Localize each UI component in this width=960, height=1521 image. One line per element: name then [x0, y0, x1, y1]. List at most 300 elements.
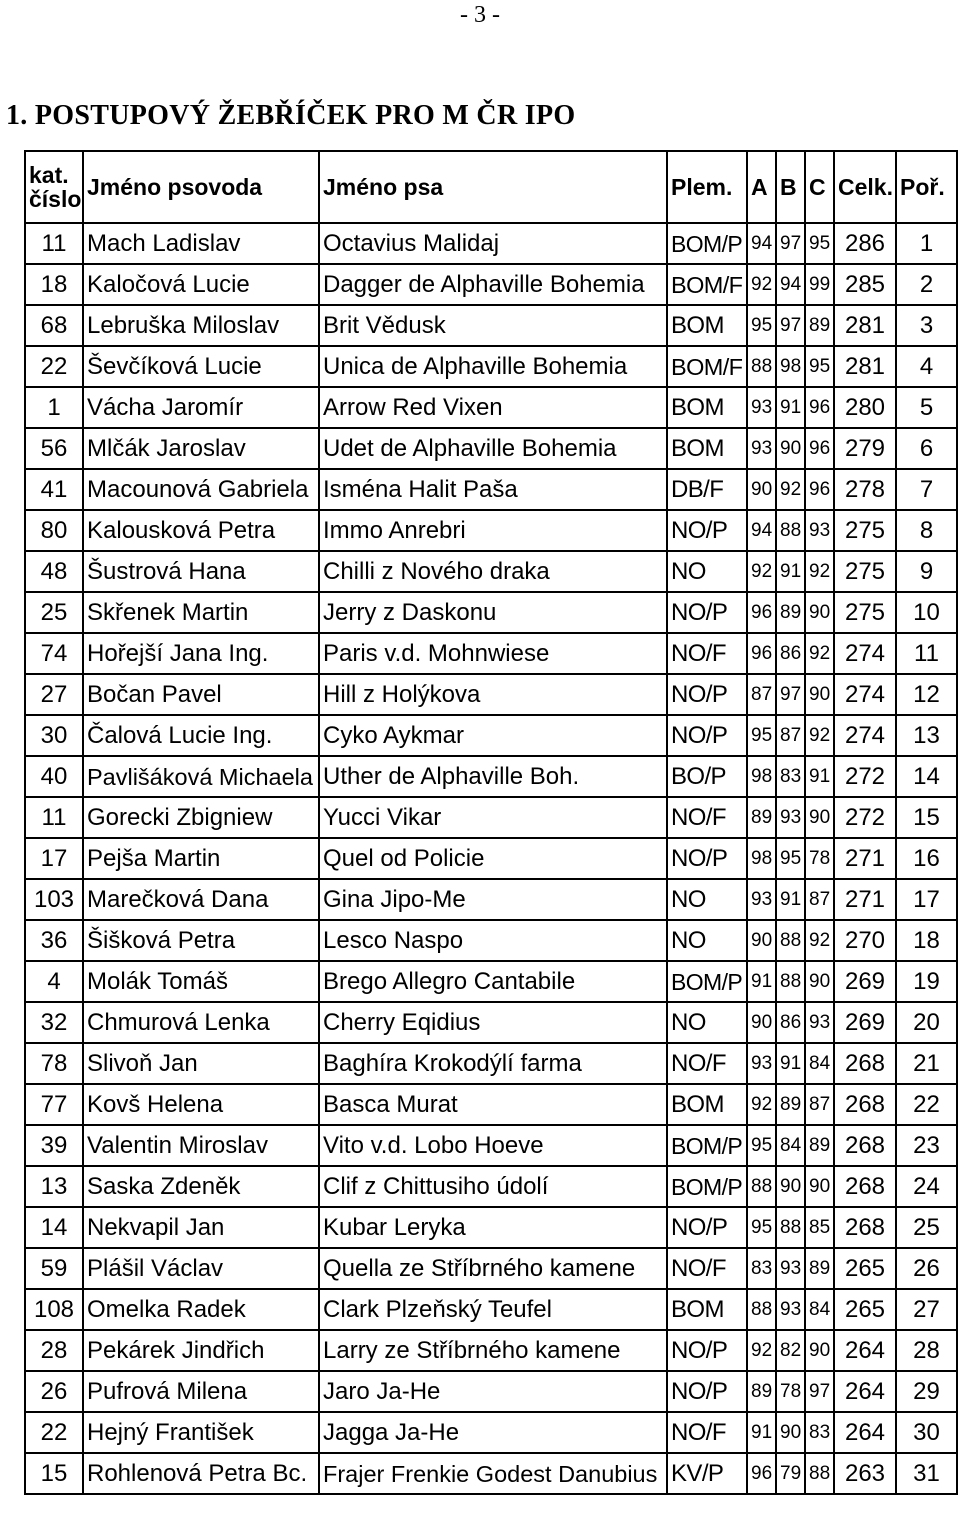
cell-breed: BOM/F — [667, 346, 747, 387]
cell-score-c: 87 — [805, 879, 834, 920]
cell-score-b: 91 — [776, 387, 805, 428]
cell-score-c: 90 — [805, 1166, 834, 1207]
cell-rank: 20 — [896, 1002, 957, 1043]
cell-kat: 22 — [25, 1412, 83, 1453]
cell-handler: Kovš Helena — [83, 1084, 319, 1125]
table-row — [25, 387, 957, 428]
cell-kat: 68 — [25, 305, 83, 346]
cell-handler: Kaločová Lucie — [83, 264, 319, 305]
cell-score-b: 91 — [776, 1043, 805, 1084]
cell-score-a: 98 — [747, 756, 776, 797]
cell-kat: 28 — [25, 1330, 83, 1371]
cell-score-c: 87 — [805, 1084, 834, 1125]
table-row — [25, 633, 957, 674]
cell-kat: 4 — [25, 961, 83, 1002]
cell-total: 268 — [834, 1043, 896, 1084]
cell-score-b: 88 — [776, 961, 805, 1002]
cell-score-a: 93 — [747, 1043, 776, 1084]
table-row — [25, 264, 957, 305]
cell-kat: 17 — [25, 838, 83, 879]
cell-rank: 30 — [896, 1412, 957, 1453]
cell-breed: BOM — [667, 387, 747, 428]
cell-score-c: 84 — [805, 1289, 834, 1330]
table-row — [25, 1043, 957, 1084]
cell-kat: 11 — [25, 797, 83, 838]
cell-score-b: 98 — [776, 346, 805, 387]
cell-dog: Baghíra Krokodýlí farma — [319, 1043, 667, 1084]
header-dog: Jméno psa — [319, 151, 667, 223]
cell-kat: 48 — [25, 551, 83, 592]
cell-handler: Vácha Jaromír — [83, 387, 319, 428]
cell-total: 271 — [834, 879, 896, 920]
cell-handler: Gorecki Zbigniew — [83, 797, 319, 838]
cell-score-a: 92 — [747, 551, 776, 592]
cell-score-c: 92 — [805, 551, 834, 592]
cell-score-c: 90 — [805, 797, 834, 838]
cell-score-c: 99 — [805, 264, 834, 305]
cell-rank: 4 — [896, 346, 957, 387]
cell-score-a: 93 — [747, 387, 776, 428]
cell-score-a: 90 — [747, 469, 776, 510]
cell-handler: Pejša Martin — [83, 838, 319, 879]
table-row — [25, 1453, 957, 1494]
cell-breed: NO — [667, 879, 747, 920]
cell-dog: Clark Plzeňský Teufel — [319, 1289, 667, 1330]
cell-handler: Chmurová Lenka — [83, 1002, 319, 1043]
cell-total: 264 — [834, 1330, 896, 1371]
cell-rank: 15 — [896, 797, 957, 838]
table-row — [25, 223, 957, 264]
cell-score-a: 88 — [747, 1166, 776, 1207]
ranking-table — [24, 150, 958, 1495]
cell-score-a: 89 — [747, 797, 776, 838]
cell-score-a: 95 — [747, 1207, 776, 1248]
cell-rank: 8 — [896, 510, 957, 551]
cell-breed: BOM/P — [667, 223, 747, 264]
cell-kat: 77 — [25, 1084, 83, 1125]
cell-handler: Valentin Miroslav — [83, 1125, 319, 1166]
cell-handler: Šustrová Hana — [83, 551, 319, 592]
cell-rank: 12 — [896, 674, 957, 715]
cell-score-c: 83 — [805, 1412, 834, 1453]
cell-handler: Kalousková Petra — [83, 510, 319, 551]
cell-score-b: 88 — [776, 920, 805, 961]
cell-score-a: 98 — [747, 838, 776, 879]
cell-kat: 1 — [25, 387, 83, 428]
cell-handler: Hořejší Jana Ing. — [83, 633, 319, 674]
cell-score-c: 89 — [805, 305, 834, 346]
cell-score-a: 88 — [747, 1289, 776, 1330]
table-row — [25, 674, 957, 715]
cell-total: 268 — [834, 1125, 896, 1166]
header-kat-line2: číslo — [29, 186, 82, 212]
header-breed: Plem. — [667, 151, 747, 223]
cell-score-c: 96 — [805, 387, 834, 428]
cell-dog: Yucci Vikar — [319, 797, 667, 838]
cell-dog: Basca Murat — [319, 1084, 667, 1125]
cell-kat: 18 — [25, 264, 83, 305]
cell-dog: Cherry Eqidius — [319, 1002, 667, 1043]
cell-rank: 29 — [896, 1371, 957, 1412]
cell-dog: Unica de Alphaville Bohemia — [319, 346, 667, 387]
cell-score-a: 95 — [747, 305, 776, 346]
cell-kat: 22 — [25, 346, 83, 387]
cell-breed: BOM — [667, 305, 747, 346]
cell-kat: 25 — [25, 592, 83, 633]
table-row — [25, 1412, 957, 1453]
table-row — [25, 1084, 957, 1125]
cell-breed: NO/P — [667, 674, 747, 715]
cell-total: 264 — [834, 1412, 896, 1453]
cell-handler: Omelka Radek — [83, 1289, 319, 1330]
cell-rank: 28 — [896, 1330, 957, 1371]
cell-kat: 13 — [25, 1166, 83, 1207]
table-row — [25, 428, 957, 469]
cell-dog: Arrow Red Vixen — [319, 387, 667, 428]
cell-handler: Mlčák Jaroslav — [83, 428, 319, 469]
cell-score-a: 91 — [747, 1412, 776, 1453]
table-row — [25, 1166, 957, 1207]
cell-kat: 56 — [25, 428, 83, 469]
cell-total: 269 — [834, 1002, 896, 1043]
cell-score-b: 94 — [776, 264, 805, 305]
cell-breed: NO/P — [667, 715, 747, 756]
cell-kat: 59 — [25, 1248, 83, 1289]
cell-breed: NO/F — [667, 1043, 747, 1084]
page-number: - 3 - — [460, 2, 500, 28]
table-row — [25, 1125, 957, 1166]
cell-total: 270 — [834, 920, 896, 961]
table-row — [25, 305, 957, 346]
cell-rank: 19 — [896, 961, 957, 1002]
cell-breed: NO/F — [667, 797, 747, 838]
cell-breed: BO/P — [667, 756, 747, 797]
cell-rank: 25 — [896, 1207, 957, 1248]
cell-rank: 24 — [896, 1166, 957, 1207]
cell-score-c: 78 — [805, 838, 834, 879]
cell-total: 272 — [834, 797, 896, 838]
cell-score-b: 95 — [776, 838, 805, 879]
cell-score-b: 92 — [776, 469, 805, 510]
cell-dog: Brit Vědusk — [319, 305, 667, 346]
cell-total: 268 — [834, 1084, 896, 1125]
cell-score-a: 93 — [747, 428, 776, 469]
cell-score-c: 90 — [805, 1330, 834, 1371]
table-row — [25, 1289, 957, 1330]
table-row — [25, 920, 957, 961]
table-row — [25, 838, 957, 879]
cell-dog: Udet de Alphaville Bohemia — [319, 428, 667, 469]
cell-score-b: 86 — [776, 1002, 805, 1043]
cell-rank: 11 — [896, 633, 957, 674]
cell-kat: 32 — [25, 1002, 83, 1043]
cell-score-c: 92 — [805, 715, 834, 756]
cell-kat: 108 — [25, 1289, 83, 1330]
cell-score-b: 90 — [776, 428, 805, 469]
cell-score-a: 95 — [747, 1125, 776, 1166]
table-row — [25, 551, 957, 592]
cell-total: 265 — [834, 1289, 896, 1330]
cell-kat: 27 — [25, 674, 83, 715]
table-row — [25, 1002, 957, 1043]
cell-score-a: 90 — [747, 920, 776, 961]
cell-breed: BOM/F — [667, 264, 747, 305]
cell-score-c: 95 — [805, 346, 834, 387]
cell-score-c: 96 — [805, 428, 834, 469]
cell-score-c: 93 — [805, 510, 834, 551]
cell-score-b: 89 — [776, 592, 805, 633]
cell-rank: 13 — [896, 715, 957, 756]
cell-score-c: 90 — [805, 961, 834, 1002]
cell-kat: 40 — [25, 756, 83, 797]
cell-rank: 31 — [896, 1453, 957, 1494]
cell-score-c: 89 — [805, 1125, 834, 1166]
cell-breed: NO/P — [667, 510, 747, 551]
cell-score-b: 90 — [776, 1166, 805, 1207]
cell-total: 268 — [834, 1166, 896, 1207]
cell-dog: Chilli z Nového draka — [319, 551, 667, 592]
cell-total: 265 — [834, 1248, 896, 1289]
cell-score-a: 83 — [747, 1248, 776, 1289]
cell-rank: 10 — [896, 592, 957, 633]
cell-dog: Quel od Policie — [319, 838, 667, 879]
cell-total: 278 — [834, 469, 896, 510]
cell-total: 285 — [834, 264, 896, 305]
cell-kat: 36 — [25, 920, 83, 961]
cell-score-b: 79 — [776, 1453, 805, 1494]
cell-rank: 1 — [896, 223, 957, 264]
cell-handler: Skřenek Martin — [83, 592, 319, 633]
cell-handler: Saska Zdeněk — [83, 1166, 319, 1207]
cell-breed: NO — [667, 551, 747, 592]
table-row — [25, 879, 957, 920]
cell-handler: Molák Tomáš — [83, 961, 319, 1002]
cell-score-c: 88 — [805, 1453, 834, 1494]
cell-dog: Vito v.d. Lobo Hoeve — [319, 1125, 667, 1166]
cell-score-c: 97 — [805, 1371, 834, 1412]
table-row — [25, 797, 957, 838]
cell-handler: Plášil Václav — [83, 1248, 319, 1289]
header-kat — [25, 151, 83, 223]
cell-dog: Uther de Alphaville Boh. — [319, 756, 667, 797]
cell-score-b: 87 — [776, 715, 805, 756]
cell-total: 281 — [834, 305, 896, 346]
cell-handler: Šišková Petra — [83, 920, 319, 961]
cell-handler: Slivoň Jan — [83, 1043, 319, 1084]
cell-breed: BOM — [667, 1084, 747, 1125]
cell-handler: Marečková Dana — [83, 879, 319, 920]
cell-rank: 21 — [896, 1043, 957, 1084]
cell-total: 269 — [834, 961, 896, 1002]
header-row — [25, 151, 957, 223]
cell-score-b: 83 — [776, 756, 805, 797]
header-handler: Jméno psovoda — [83, 151, 319, 223]
cell-total: 271 — [834, 838, 896, 879]
cell-kat: 11 — [25, 223, 83, 264]
cell-score-b: 84 — [776, 1125, 805, 1166]
cell-dog: Isména Halit Paša — [319, 469, 667, 510]
cell-handler: Nekvapil Jan — [83, 1207, 319, 1248]
cell-score-b: 82 — [776, 1330, 805, 1371]
cell-score-a: 96 — [747, 1453, 776, 1494]
cell-score-b: 97 — [776, 223, 805, 264]
cell-score-c: 92 — [805, 633, 834, 674]
cell-handler: Lebruška Miloslav — [83, 305, 319, 346]
cell-kat: 103 — [25, 879, 83, 920]
cell-total: 281 — [834, 346, 896, 387]
document-title: 1. POSTUPOVÝ ŽEBŘÍČEK PRO M ČR IPO — [6, 100, 576, 131]
cell-total: 280 — [834, 387, 896, 428]
cell-dog: Cyko Aykmar — [319, 715, 667, 756]
cell-dog: Immo Anrebri — [319, 510, 667, 551]
cell-kat: 39 — [25, 1125, 83, 1166]
cell-rank: 14 — [896, 756, 957, 797]
cell-score-c: 92 — [805, 920, 834, 961]
cell-dog: Hill z Holýkova — [319, 674, 667, 715]
cell-total: 275 — [834, 592, 896, 633]
cell-rank: 2 — [896, 264, 957, 305]
cell-dog: Clif z Chittusiho údolí — [319, 1166, 667, 1207]
cell-breed: NO — [667, 1002, 747, 1043]
cell-dog: Kubar Leryka — [319, 1207, 667, 1248]
cell-score-c: 90 — [805, 674, 834, 715]
table-row — [25, 1207, 957, 1248]
cell-score-a: 95 — [747, 715, 776, 756]
cell-handler: Pekárek Jindřich — [83, 1330, 319, 1371]
cell-breed: NO/P — [667, 1207, 747, 1248]
cell-score-b: 88 — [776, 510, 805, 551]
cell-score-b: 91 — [776, 551, 805, 592]
cell-kat: 41 — [25, 469, 83, 510]
table-row — [25, 1330, 957, 1371]
cell-kat: 80 — [25, 510, 83, 551]
cell-score-a: 92 — [747, 1330, 776, 1371]
table-row — [25, 715, 957, 756]
cell-score-c: 93 — [805, 1002, 834, 1043]
cell-dog: Larry ze Stříbrného kamene — [319, 1330, 667, 1371]
cell-breed: BOM/P — [667, 1166, 747, 1207]
cell-breed: BOM — [667, 428, 747, 469]
cell-score-b: 97 — [776, 305, 805, 346]
cell-rank: 5 — [896, 387, 957, 428]
cell-handler: Mach Ladislav — [83, 223, 319, 264]
cell-total: 263 — [834, 1453, 896, 1494]
table-row — [25, 756, 957, 797]
cell-handler: Pavlišáková Michaela — [83, 756, 319, 797]
table-row — [25, 1248, 957, 1289]
cell-score-b: 91 — [776, 879, 805, 920]
cell-handler: Pufrová Milena — [83, 1371, 319, 1412]
cell-dog: Dagger de Alphaville Bohemia — [319, 264, 667, 305]
header-a: A — [747, 151, 776, 223]
table-row — [25, 510, 957, 551]
cell-score-b: 90 — [776, 1412, 805, 1453]
cell-dog: Octavius Malidaj — [319, 223, 667, 264]
cell-handler: Hejný František — [83, 1412, 319, 1453]
cell-score-a: 87 — [747, 674, 776, 715]
cell-score-b: 93 — [776, 1248, 805, 1289]
cell-score-a: 89 — [747, 1371, 776, 1412]
cell-dog: Frajer Frenkie Godest Danubius — [319, 1453, 667, 1494]
cell-rank: 7 — [896, 469, 957, 510]
cell-score-a: 92 — [747, 264, 776, 305]
table-row — [25, 592, 957, 633]
cell-kat: 14 — [25, 1207, 83, 1248]
cell-dog: Jaro Ja-He — [319, 1371, 667, 1412]
cell-score-b: 88 — [776, 1207, 805, 1248]
header-total: Celk. — [834, 151, 896, 223]
cell-score-c: 95 — [805, 223, 834, 264]
cell-rank: 23 — [896, 1125, 957, 1166]
cell-total: 268 — [834, 1207, 896, 1248]
cell-rank: 3 — [896, 305, 957, 346]
cell-total: 286 — [834, 223, 896, 264]
cell-total: 272 — [834, 756, 896, 797]
cell-score-b: 97 — [776, 674, 805, 715]
cell-handler: Rohlenová Petra Bc. — [83, 1453, 319, 1494]
cell-rank: 16 — [896, 838, 957, 879]
cell-dog: Brego Allegro Cantabile — [319, 961, 667, 1002]
cell-rank: 17 — [896, 879, 957, 920]
cell-score-a: 96 — [747, 633, 776, 674]
cell-kat: 30 — [25, 715, 83, 756]
cell-handler: Čalová Lucie Ing. — [83, 715, 319, 756]
cell-kat: 74 — [25, 633, 83, 674]
cell-total: 274 — [834, 674, 896, 715]
cell-handler: Ševčíková Lucie — [83, 346, 319, 387]
cell-score-c: 85 — [805, 1207, 834, 1248]
cell-breed: BOM/P — [667, 1125, 747, 1166]
cell-breed: NO/P — [667, 1371, 747, 1412]
cell-rank: 9 — [896, 551, 957, 592]
cell-kat: 78 — [25, 1043, 83, 1084]
cell-handler: Bočan Pavel — [83, 674, 319, 715]
header-rank: Poř. — [896, 151, 957, 223]
cell-score-b: 78 — [776, 1371, 805, 1412]
cell-score-c: 89 — [805, 1248, 834, 1289]
cell-score-c: 84 — [805, 1043, 834, 1084]
cell-total: 275 — [834, 510, 896, 551]
cell-total: 274 — [834, 715, 896, 756]
cell-score-a: 94 — [747, 510, 776, 551]
cell-dog: Jerry z Daskonu — [319, 592, 667, 633]
table-row — [25, 346, 957, 387]
cell-dog: Gina Jipo-Me — [319, 879, 667, 920]
cell-total: 279 — [834, 428, 896, 469]
cell-kat: 26 — [25, 1371, 83, 1412]
cell-score-b: 89 — [776, 1084, 805, 1125]
cell-breed: NO — [667, 920, 747, 961]
header-b: B — [776, 151, 805, 223]
cell-dog: Quella ze Stříbrného kamene — [319, 1248, 667, 1289]
cell-score-a: 91 — [747, 961, 776, 1002]
cell-dog: Paris v.d. Mohnwiese — [319, 633, 667, 674]
cell-score-c: 90 — [805, 592, 834, 633]
cell-score-c: 96 — [805, 469, 834, 510]
cell-total: 274 — [834, 633, 896, 674]
cell-rank: 6 — [896, 428, 957, 469]
cell-breed: NO/F — [667, 1248, 747, 1289]
cell-score-a: 93 — [747, 879, 776, 920]
cell-rank: 22 — [896, 1084, 957, 1125]
cell-breed: NO/F — [667, 633, 747, 674]
cell-score-a: 92 — [747, 1084, 776, 1125]
cell-breed: NO/P — [667, 838, 747, 879]
cell-breed: DB/F — [667, 469, 747, 510]
cell-score-c: 91 — [805, 756, 834, 797]
cell-score-a: 96 — [747, 592, 776, 633]
cell-breed: NO/P — [667, 1330, 747, 1371]
